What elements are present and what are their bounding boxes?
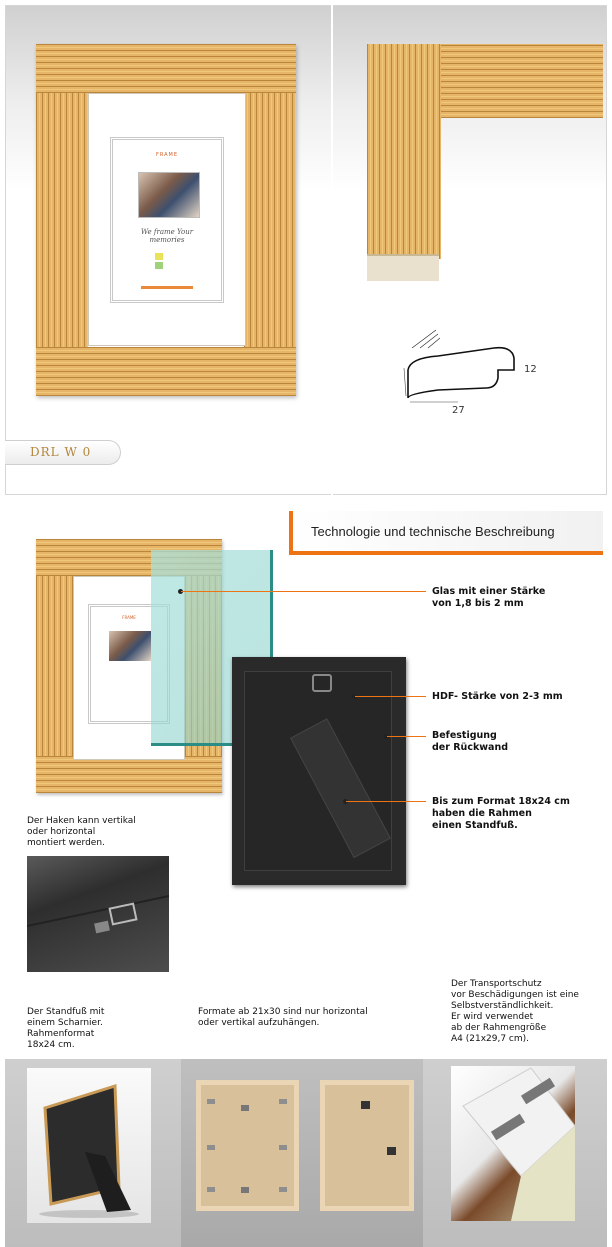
callout-stand: Bis zum Format 18x24 cm haben die Rahmen einen Standfuß. [432, 796, 570, 831]
frame-insert [110, 137, 224, 303]
back-vertical-photo [320, 1080, 414, 1211]
panel-divider [331, 5, 333, 495]
callout-glass: Glas mit einer Stärke von 1,8 bis 2 mm [432, 586, 546, 609]
sku-label: DRL W 0 [30, 445, 92, 459]
profile-width-label: 27 [452, 405, 465, 416]
note-stand-hinge: Der Standfuß mit einem Scharnier. Rahmenformat 18x24 cm. [27, 1007, 105, 1050]
note-hook: Der Haken kann vertikal oder horizontal montiert werden. [27, 816, 136, 848]
stand-hinge-photo [27, 1068, 151, 1223]
profile-height-label: 12 [524, 364, 537, 375]
note-transport: Der Transportschutz vor Beschädigungen ist eine Selbstverständlichkeit. Er wird verwendet ab der Rahmengröße A4 (21x29,7 cm). [451, 979, 579, 1044]
hook-detail-photo [27, 856, 169, 972]
couple-photo [138, 172, 200, 218]
transport-corner-photo [451, 1066, 575, 1221]
section-title: Technologie und technische Beschreibung [311, 524, 555, 539]
callout-hdf: HDF- Stärke von 2-3 mm [432, 691, 563, 702]
insert-brand: FRAME [155, 152, 179, 158]
hanger-hook-icon [312, 674, 332, 692]
profile-cross-section-diagram [398, 318, 528, 410]
profile-corner-image [367, 44, 603, 279]
insert-script: We frame Your memories [140, 228, 194, 244]
callout-mount: Befestigung der Rückwand [432, 730, 509, 753]
back-horizontal-photo [196, 1080, 299, 1211]
note-hanging: Formate ab 21x30 sind nur horizontal oder vertikal aufzuhängen. [198, 1007, 368, 1028]
frame-insert-small: FRAME [88, 604, 170, 724]
